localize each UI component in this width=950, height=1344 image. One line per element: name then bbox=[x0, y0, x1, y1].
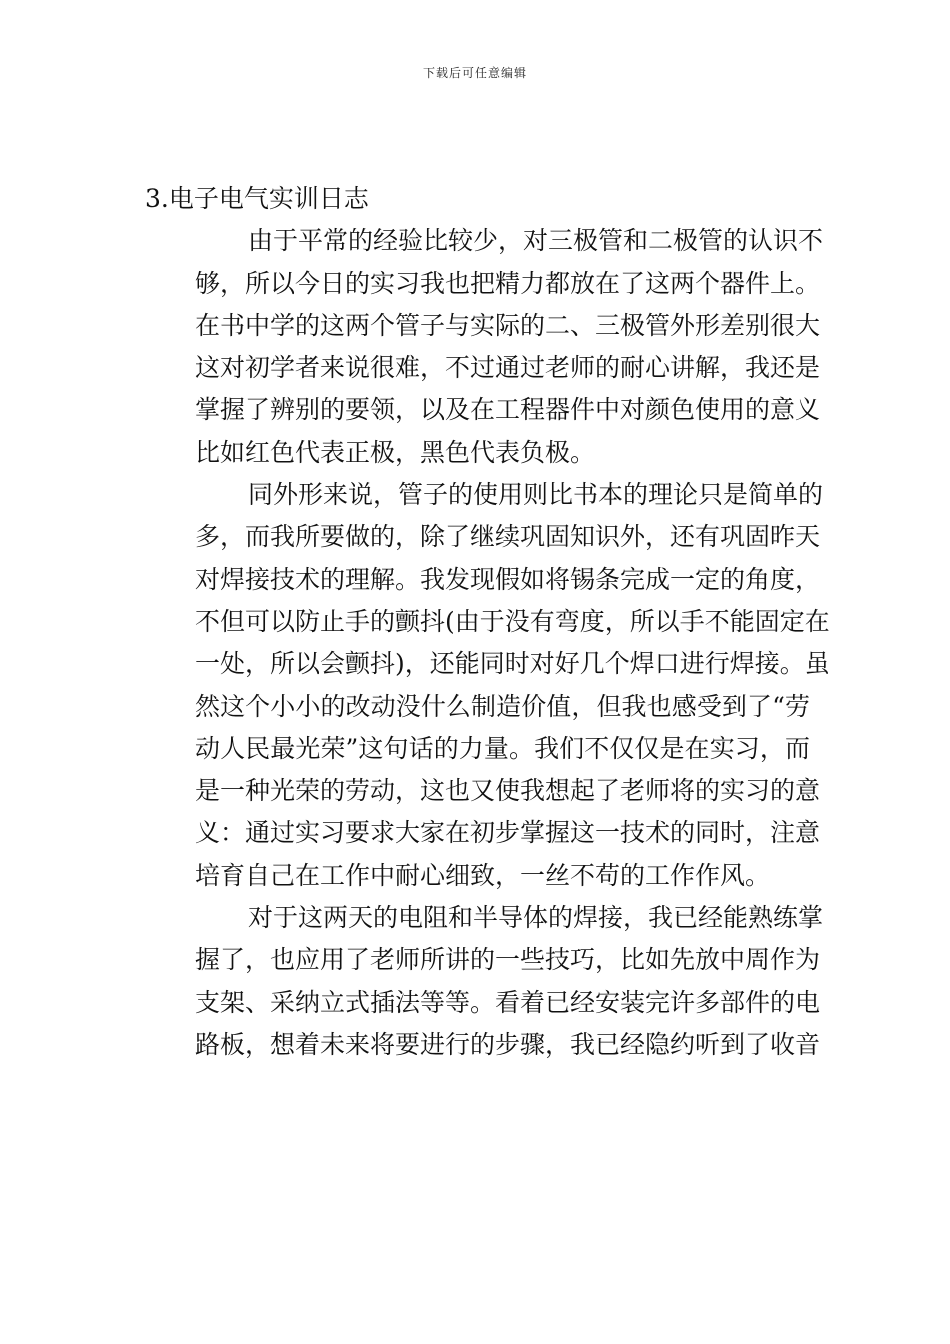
text-line: 对焊接技术的理解。我发现假如将锡条完成一定的角度， bbox=[195, 564, 821, 594]
text-line: 对于这两天的电阻和半导体的焊接，我已经能熟练掌 bbox=[248, 903, 824, 933]
text-line: 这对初学者来说很难，不过通过老师的耐心讲解，我还是 bbox=[195, 353, 821, 383]
paragraph-1 bbox=[145, 220, 824, 474]
text-line: 在书中学的这两个管子与实际的二、三极管外形差别很大 bbox=[195, 310, 821, 340]
text-line: 不但可以防止手的颤抖(由于没有弯度，所以手不能固定在 bbox=[195, 606, 830, 636]
text-line: 一处，所以会颤抖)，还能同时对好几个焊口进行焊接。虽 bbox=[195, 649, 830, 679]
text-line: 由于平常的经验比较少，对三极管和二极管的认识不 bbox=[248, 226, 824, 256]
text-line: 掌握了辨别的要领，以及在工程器件中对颜色使用的意义 bbox=[195, 395, 821, 425]
text-line: 够，所以今日的实习我也把精力都放在了这两个器件上。 bbox=[195, 268, 821, 298]
text-line: 路板，想着未来将要进行的步骤，我已经隐约听到了收音 bbox=[195, 1029, 821, 1059]
text-line: 支架、采纳立式插法等等。看着已经安装完许多部件的电 bbox=[195, 987, 821, 1017]
text-line: 然这个小小的改动没什么制造价值，但我也感受到了“劳 bbox=[195, 691, 810, 721]
section-heading: 3.电子电气实训日志 bbox=[145, 184, 369, 213]
text-line: 比如红色代表正极，黑色代表负极。 bbox=[195, 437, 596, 467]
text-line: 义：通过实习要求大家在初步掌握这一技术的同时，注意 bbox=[195, 818, 821, 848]
header-note: 下载后可任意编辑 bbox=[422, 66, 527, 80]
text-line: 多，而我所要做的，除了继续巩固知识外，还有巩固昨天 bbox=[195, 522, 821, 552]
document-body bbox=[145, 178, 830, 1066]
text-line: 动人民最光荣”这句话的力量。我们不仅仅是在实习，而 bbox=[195, 733, 810, 763]
paragraph-3 bbox=[145, 897, 824, 1066]
text-line: 培育自己在工作中耐心细致，一丝不苟的工作作风。 bbox=[195, 860, 771, 890]
paragraph-2 bbox=[145, 474, 830, 897]
text-line: 握了，也应用了老师所讲的一些技巧，比如先放中周作为 bbox=[195, 945, 821, 975]
text-line: 同外形来说，管子的使用则比书本的理论只是简单的 bbox=[248, 480, 824, 510]
text-line: 是一种光荣的劳动，这也又使我想起了老师将的实习的意 bbox=[195, 776, 821, 806]
